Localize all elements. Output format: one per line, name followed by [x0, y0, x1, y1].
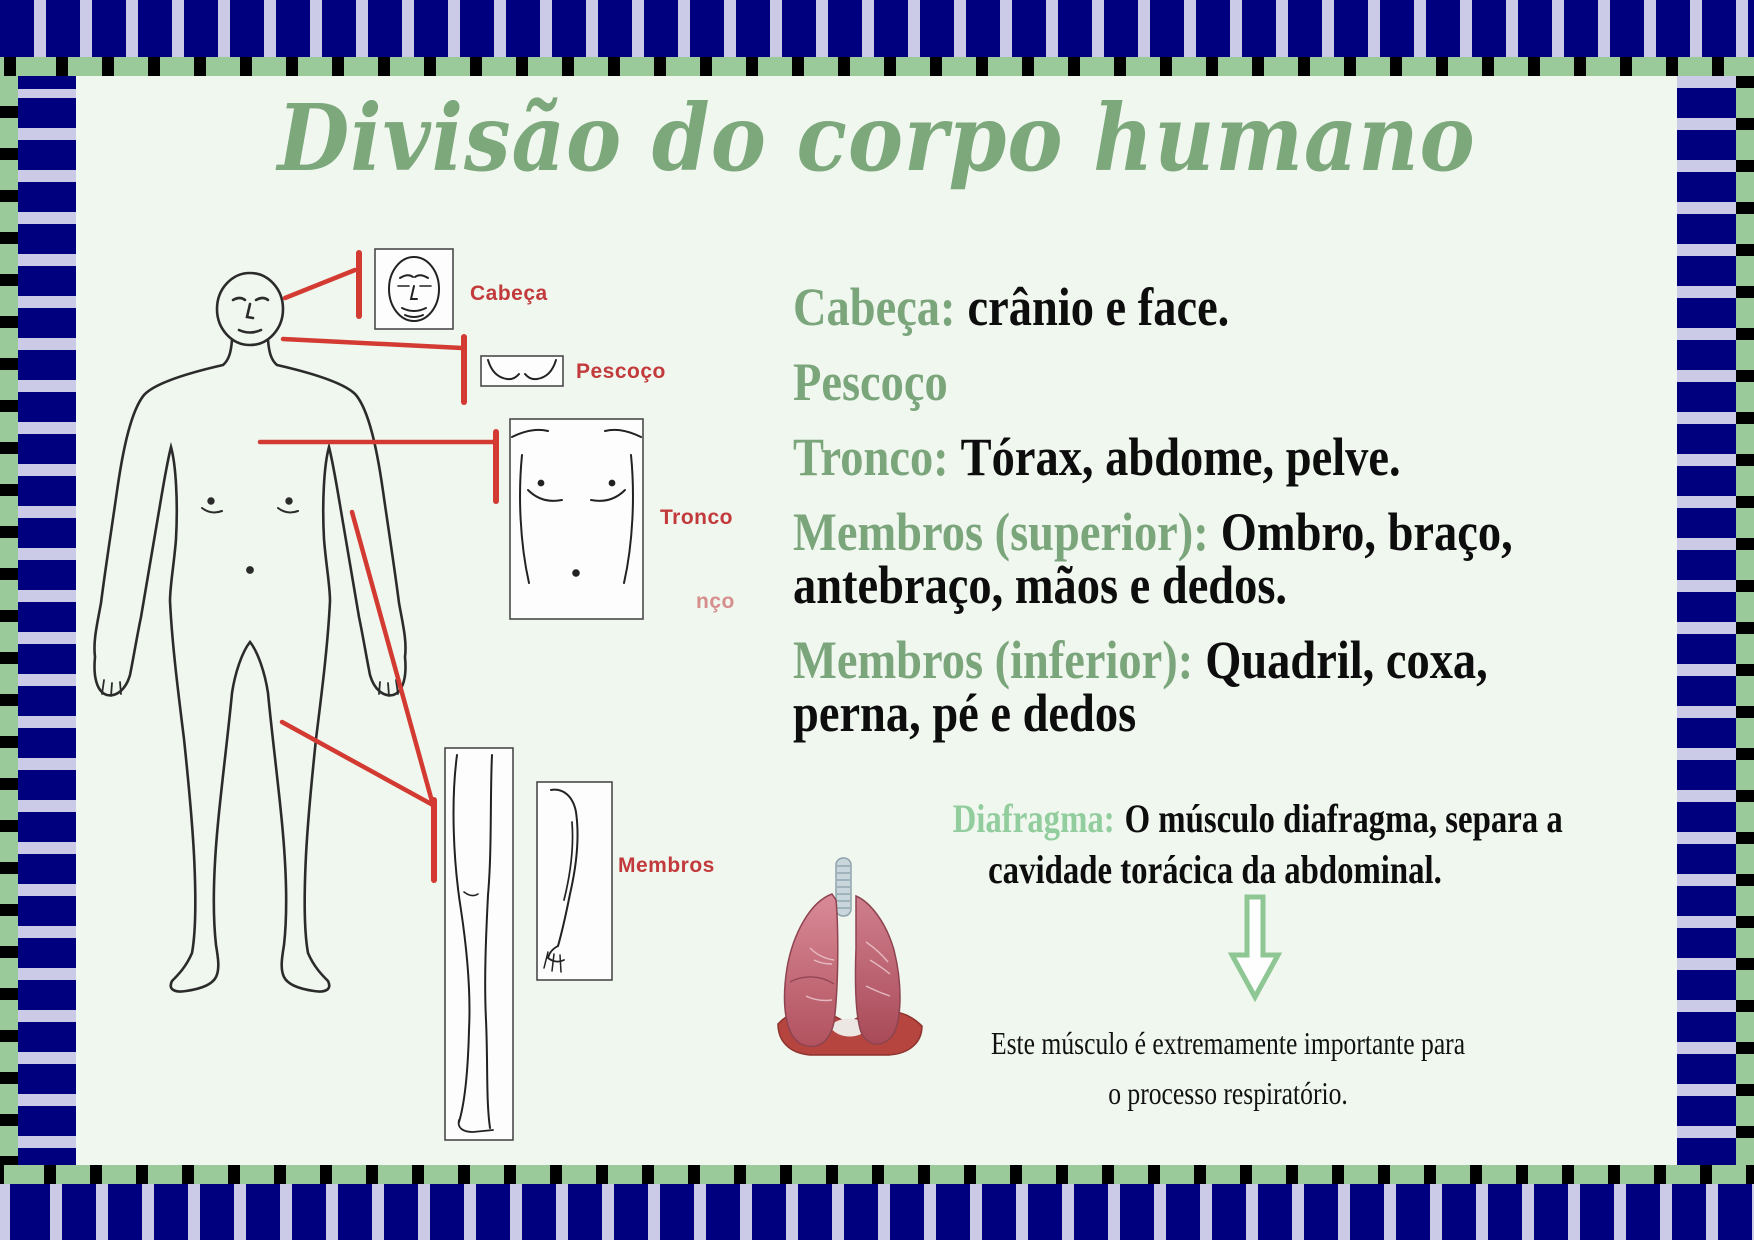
border-top-navy — [0, 0, 1754, 57]
border-right-navy — [1677, 76, 1736, 1165]
footer-note: Este músculo é extremamente importante para o processo respiratório. — [990, 1025, 1466, 1111]
definition-membros-superior: Membros (superior): Ombro, braço, antebraço, mãos e dedos. — [793, 502, 1513, 615]
diagram-label-artifact: nço — [696, 590, 735, 613]
definition-pescoco: Pescoço — [793, 352, 948, 412]
leg-box — [445, 748, 513, 1140]
page-title: Divisão do corpo humano — [277, 84, 1476, 192]
border-top-green — [0, 57, 1754, 76]
definition-membros-inferior: Membros (inferior): Quadril, coxa, perna, pé e dedos — [793, 630, 1488, 743]
border-bottom-green — [0, 1165, 1754, 1184]
diagram-label-pescoco: Pescoço — [576, 360, 666, 383]
arm-box — [537, 782, 612, 980]
border-left-green — [0, 76, 18, 1165]
diagram-label-cabeca: Cabeça — [470, 282, 548, 305]
body-diagram — [60, 240, 740, 1160]
definitions-list — [793, 277, 1673, 762]
down-arrow-icon — [1226, 893, 1284, 1003]
human-figure — [94, 273, 405, 992]
diagram-label-tronco: Tronco — [660, 506, 734, 529]
definition-cabeca: Cabeça: crânio e face. — [793, 277, 1230, 337]
border-bottom-navy — [0, 1184, 1754, 1240]
definition-tronco: Tronco: Tórax, abdome, pelve. — [793, 427, 1401, 487]
diagram-label-membros: Membros — [618, 854, 715, 877]
torso-box — [510, 419, 643, 619]
border-right-green — [1736, 76, 1754, 1165]
lungs-illustration — [770, 856, 930, 1058]
diaphragm-paragraph: Diafragma: O músculo diafragma, separa a cavidade torácica da abdominal. — [952, 796, 1563, 892]
